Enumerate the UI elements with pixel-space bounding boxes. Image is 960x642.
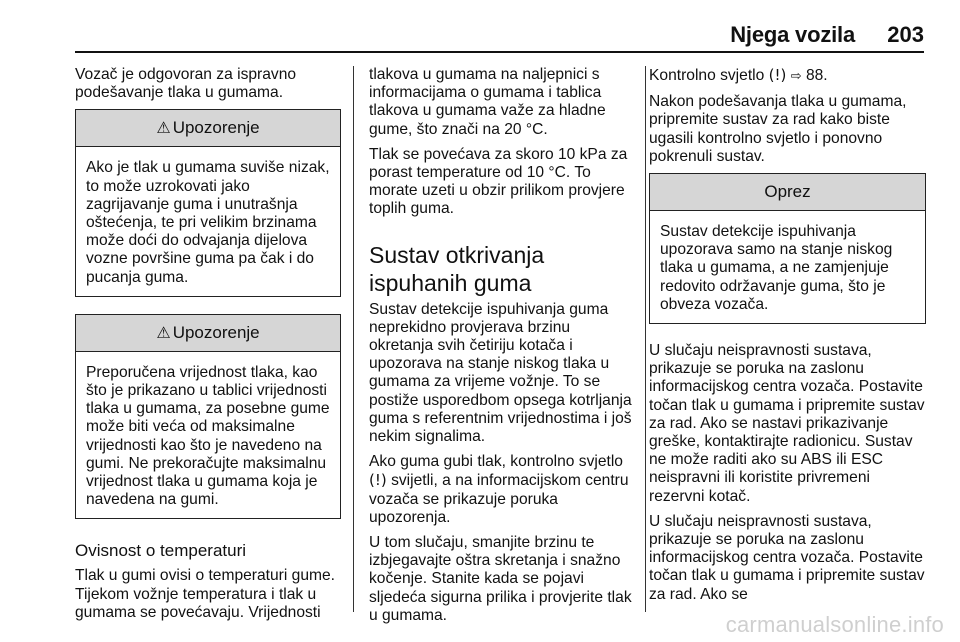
- warning-box: [75, 314, 341, 520]
- warning-text: Ako je tlak u gumama suviše nizak, to može uzrokovati jako zagrijavanje guma i unutrašnja oštećenja, te pri velikim brzinama može doći do odvajanja dijelova vozne površine guma pa čak i do pucanja guma.: [86, 159, 330, 286]
- warning-box-header: [76, 315, 340, 352]
- tire-pressure-icon: (!): [768, 66, 787, 84]
- page-reference-arrow-icon: ⇨: [790, 69, 802, 84]
- tire-pressure-icon: (!): [369, 471, 387, 490]
- paragraph: U slučaju neispravnosti sustava, prikazuje se poruka na zaslonu informacijskog centra vozača. Postavite točan tlak u gumama i pripremite sustav za rad. Ako se nastavi prikazivanje greške, kontaktirajte radionicu. Sustav ne može raditi ako su ABS ili ESC neispravni ili koristite privremeni rezervni kotač.: [649, 342, 925, 505]
- warning-box-header: [76, 110, 340, 147]
- column-divider: [645, 66, 646, 612]
- caution-box-header: Oprez: [650, 174, 925, 211]
- header-rule: [75, 51, 924, 53]
- paragraph: tlakova u gumama na naljepnici s informacijama o gumama i tablica tlakova u gumama važe za hladne gume, što znači na 20 °C.: [369, 66, 606, 138]
- warning-triangle-icon: ⚠: [156, 324, 171, 342]
- warning-box: [75, 109, 341, 296]
- text-fragment: svijetli, a na informacijskom centru vozača se prikazuje poruka upozorenja.: [369, 472, 629, 526]
- warning-title: Upozorenje: [172, 322, 260, 342]
- paragraph: Sustav detekcije ispuhivanja guma neprekidno provjerava brzinu okretanja svih četiriju kotača i upozorava na stanje niskog tlaka u gumama za vrijeme vožnje. To se postiže usporedbom opsega kotrljanja guma s referentnim vrijednostima i još nekim signalima.: [369, 300, 632, 446]
- column-right: [649, 66, 926, 611]
- paragraph: Nakon podešavanja tlaka u gumama, pripremite sustav za rad kako biste ugasili kontrolno svjetlo i ponovno pokrenuli sustav.: [649, 93, 907, 165]
- intro-paragraph: Vozač je odgovoran za ispravno podešavanje tlaka u gumama.: [75, 66, 297, 102]
- temperature-paragraph: Tlak u gumi ovisi o temperaturi gume. Tijekom vožnje temperatura i tlak u gumama se povećavaju. Vrijednosti: [75, 567, 335, 621]
- section-heading: Sustav otkrivanja ispuhanih guma: [369, 241, 545, 296]
- paragraph: U tom slučaju, smanjite brzinu te izbjegavajte oštra skretanja i snažno kočenje. Stanite kada se pojavi sljedeća sigurna prilika i provjerite tlak u gumama.: [369, 534, 632, 624]
- column-left: [75, 66, 341, 629]
- column-middle: [369, 66, 635, 632]
- text-fragment: Ako guma gubi tlak, kontrolno svjetlo: [369, 453, 623, 471]
- warning-triangle-icon: ⚠: [156, 120, 171, 138]
- text-fragment: Kontrolno svjetlo: [649, 67, 765, 84]
- page-header: [0, 0, 960, 52]
- warning-text: Preporučena vrijednost tlaka, kao što je prikazano u tablici vrijednosti tlaka u gumama, za posebne gume može biti veća od maksimalne vrijednosti kao što je navedeno na gumi. Ne prekoračujte maksimalnu vrijednost tlaka u gumama koja je navedena na gumi.: [86, 363, 330, 509]
- warning-title: Upozorenje: [172, 118, 260, 138]
- caution-text: Sustav detekcije ispuhivanja upozorava samo na stanje niskog tlaka u gumama, a ne zamjenjuje redovito održavanje guma, što je obveza vozača.: [660, 223, 893, 313]
- paragraph: [369, 453, 635, 527]
- column-divider: [353, 66, 354, 612]
- paragraph: Tlak se povećava za skoro 10 kPa za porast temperature od 10 °C. To morate uzeti u obzir prilikom provjere toplih guma.: [369, 145, 628, 218]
- page-reference-link[interactable]: 88.: [805, 67, 828, 84]
- section-title: Njega vozila: [730, 22, 855, 47]
- paragraph: U slučaju neispravnosti sustava, prikazuje se poruka na zaslonu informacijskog centra vozača. Postavite točan tlak u gumama i pripremite sustav za rad. Ako se: [649, 512, 925, 603]
- caution-box: [649, 173, 926, 324]
- watermark: carmanualsonline.info: [725, 612, 944, 637]
- page-number: 203: [887, 22, 924, 47]
- subheading-temperature: Ovisnost o temperaturi: [75, 541, 247, 561]
- paragraph: [649, 66, 926, 86]
